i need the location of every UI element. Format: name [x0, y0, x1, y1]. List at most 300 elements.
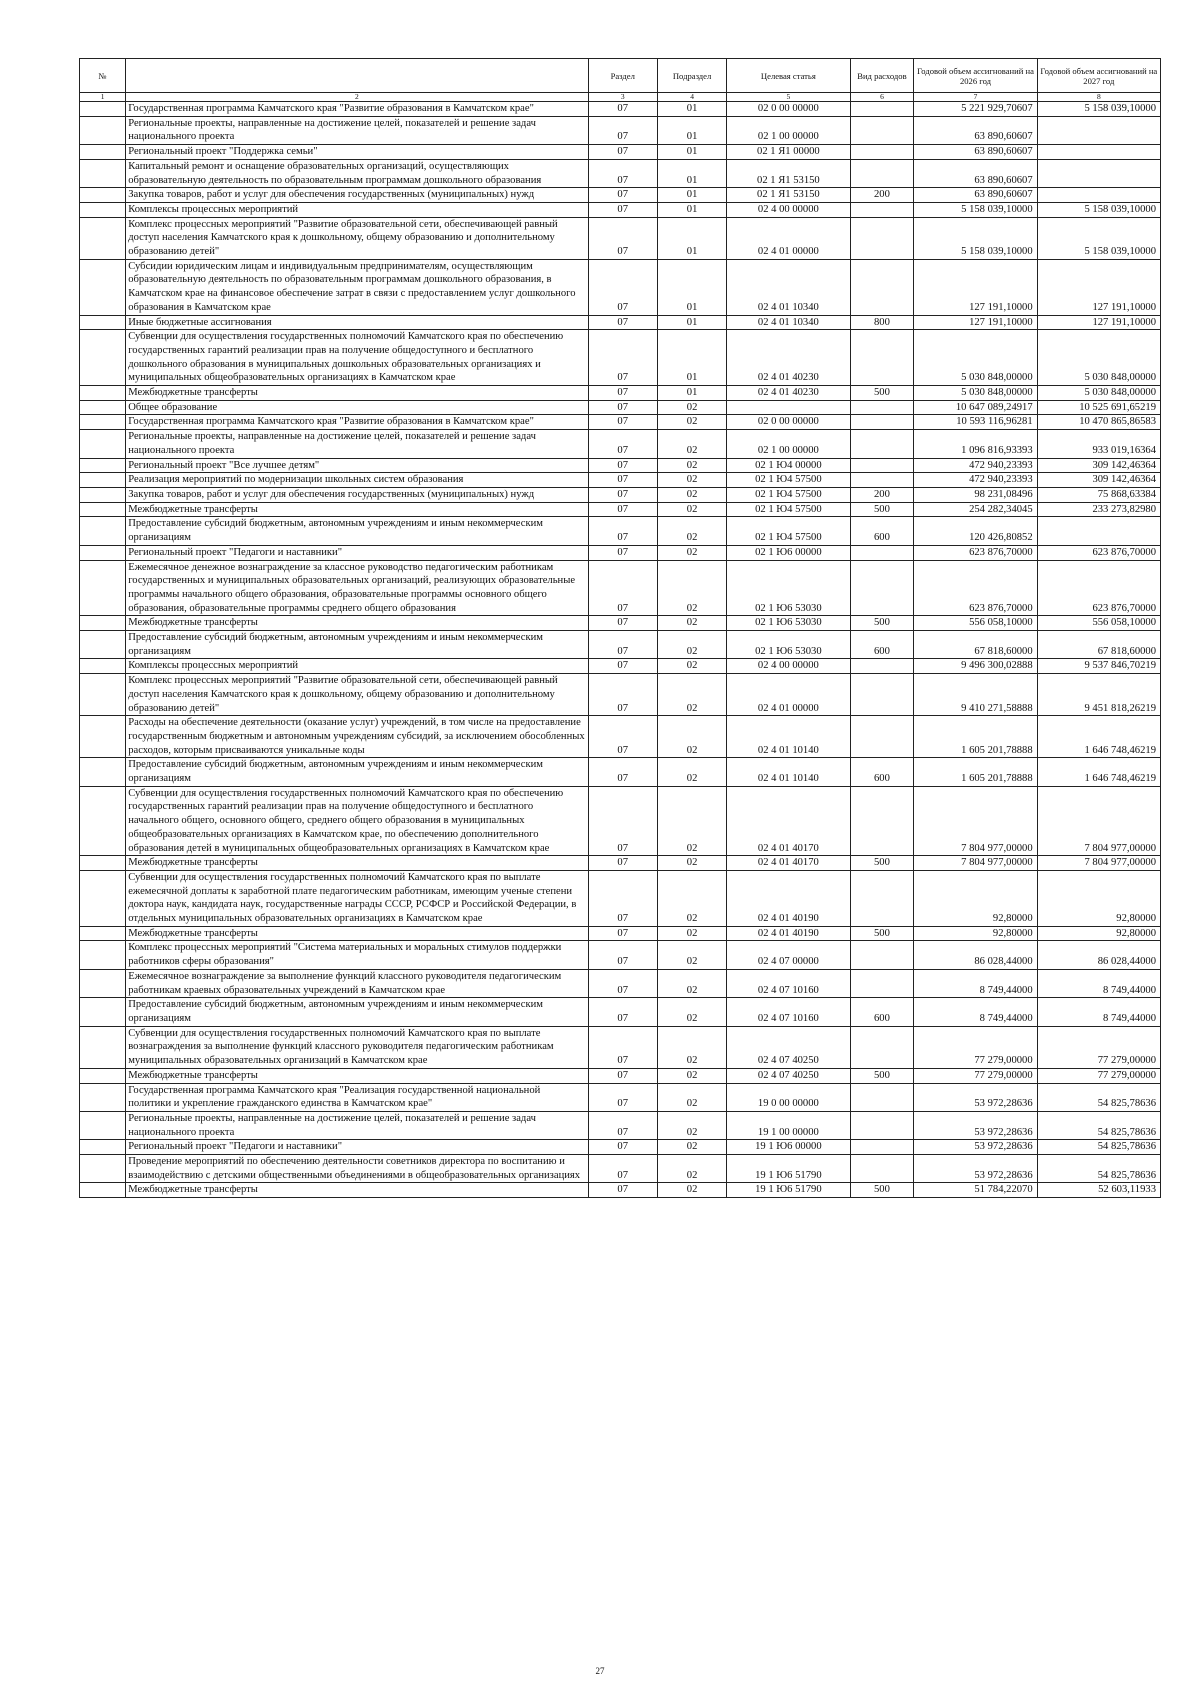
- row-amount-2027-cell: 54 825,78636: [1037, 1140, 1160, 1155]
- row-amount-2027-cell: 623 876,70000: [1037, 545, 1160, 560]
- row-expense-type-cell: [850, 473, 914, 488]
- row-target-article-cell: 02 4 00 00000: [727, 202, 850, 217]
- row-razdel-cell: 07: [588, 102, 657, 117]
- row-razdel-cell: 07: [588, 616, 657, 631]
- row-amount-2027-cell: 1 646 748,46219: [1037, 758, 1160, 786]
- row-target-article-cell: 02 4 01 40170: [727, 856, 850, 871]
- row-podrazdel-cell: 02: [657, 1155, 726, 1183]
- row-amount-2026-cell: 77 279,00000: [914, 1026, 1037, 1068]
- row-amount-2026-cell: 67 818,60000: [914, 631, 1037, 659]
- row-podrazdel-cell: 02: [657, 1111, 726, 1139]
- row-name-cell: Предоставление субсидий бюджетным, автономным учреждениям и иным некоммерческим организациям: [126, 758, 588, 786]
- row-amount-2027-cell: 556 058,10000: [1037, 616, 1160, 631]
- table-row: [80, 1111, 1161, 1139]
- row-name-cell: Расходы на обеспечение деятельности (оказание услуг) учреждений, в том числе на предоставление государственным бюджетным и автономным учреждениям субсидий, за исключением обособленных расходов, которым присваиваются уникальные коды: [126, 716, 588, 758]
- table-row: [80, 870, 1161, 926]
- row-number-cell: [80, 926, 126, 941]
- row-amount-2027-cell: 127 191,10000: [1037, 259, 1160, 315]
- row-number-cell: [80, 473, 126, 488]
- row-razdel-cell: 07: [588, 1111, 657, 1139]
- row-amount-2027-cell: 9 537 846,70219: [1037, 659, 1160, 674]
- row-amount-2027-cell: [1037, 188, 1160, 203]
- row-podrazdel-cell: 01: [657, 116, 726, 144]
- row-expense-type-cell: 500: [850, 386, 914, 401]
- row-name-cell: Закупка товаров, работ и услуг для обеспечения государственных (муниципальных) нужд: [126, 487, 588, 502]
- row-number-cell: [80, 758, 126, 786]
- row-number-cell: [80, 487, 126, 502]
- row-amount-2026-cell: 5 030 848,00000: [914, 386, 1037, 401]
- row-amount-2027-cell: 10 470 865,86583: [1037, 415, 1160, 430]
- table-row: [80, 716, 1161, 758]
- row-expense-type-cell: [850, 458, 914, 473]
- row-amount-2027-cell: 623 876,70000: [1037, 560, 1160, 616]
- row-target-article-cell: 02 1 Ю6 53030: [727, 616, 850, 631]
- table-row: [80, 386, 1161, 401]
- row-number-cell: [80, 1183, 126, 1198]
- row-amount-2026-cell: 5 158 039,10000: [914, 217, 1037, 259]
- row-razdel-cell: 07: [588, 430, 657, 458]
- row-razdel-cell: 07: [588, 1068, 657, 1083]
- row-amount-2026-cell: 53 972,28636: [914, 1083, 1037, 1111]
- row-expense-type-cell: [850, 330, 914, 386]
- row-amount-2027-cell: 1 646 748,46219: [1037, 716, 1160, 758]
- row-name-cell: Государственная программа Камчатского края "Развитие образования в Камчатском крае": [126, 102, 588, 117]
- row-amount-2027-cell: 54 825,78636: [1037, 1083, 1160, 1111]
- row-target-article-cell: 02 1 Ю4 57500: [727, 517, 850, 545]
- row-amount-2026-cell: 77 279,00000: [914, 1068, 1037, 1083]
- row-amount-2026-cell: 472 940,23393: [914, 458, 1037, 473]
- row-expense-type-cell: [850, 259, 914, 315]
- row-number-cell: [80, 415, 126, 430]
- header-index: 8: [1037, 93, 1160, 102]
- row-number-cell: [80, 430, 126, 458]
- row-name-cell: Региональные проекты, направленные на достижение целей, показателей и решение задач национального проекта: [126, 1111, 588, 1139]
- row-expense-type-cell: 200: [850, 188, 914, 203]
- row-amount-2026-cell: 92,80000: [914, 926, 1037, 941]
- table-row: [80, 315, 1161, 330]
- row-razdel-cell: 07: [588, 188, 657, 203]
- row-expense-type-cell: 600: [850, 998, 914, 1026]
- row-amount-2027-cell: 5 030 848,00000: [1037, 330, 1160, 386]
- row-amount-2027-cell: 67 818,60000: [1037, 631, 1160, 659]
- row-podrazdel-cell: 02: [657, 998, 726, 1026]
- row-target-article-cell: 02 4 01 40170: [727, 786, 850, 856]
- table-row: [80, 631, 1161, 659]
- row-amount-2027-cell: 52 603,11933: [1037, 1183, 1160, 1198]
- row-expense-type-cell: [850, 659, 914, 674]
- row-amount-2026-cell: 10 647 089,24917: [914, 400, 1037, 415]
- row-podrazdel-cell: 01: [657, 145, 726, 160]
- row-amount-2026-cell: 10 593 116,96281: [914, 415, 1037, 430]
- row-expense-type-cell: [850, 1140, 914, 1155]
- row-number-cell: [80, 786, 126, 856]
- row-name-cell: Межбюджетные трансферты: [126, 856, 588, 871]
- row-number-cell: [80, 159, 126, 187]
- row-expense-type-cell: 200: [850, 487, 914, 502]
- row-amount-2027-cell: 9 451 818,26219: [1037, 674, 1160, 716]
- row-podrazdel-cell: 02: [657, 517, 726, 545]
- row-amount-2027-cell: 7 804 977,00000: [1037, 786, 1160, 856]
- row-amount-2027-cell: 233 273,82980: [1037, 502, 1160, 517]
- table-row: [80, 487, 1161, 502]
- row-expense-type-cell: [850, 786, 914, 856]
- table-row: [80, 1026, 1161, 1068]
- row-razdel-cell: 07: [588, 998, 657, 1026]
- header-index: 6: [850, 93, 914, 102]
- row-razdel-cell: 07: [588, 517, 657, 545]
- table-row: [80, 188, 1161, 203]
- row-amount-2026-cell: 5 158 039,10000: [914, 202, 1037, 217]
- row-number-cell: [80, 1155, 126, 1183]
- row-target-article-cell: 19 1 00 00000: [727, 1111, 850, 1139]
- row-amount-2026-cell: 5 030 848,00000: [914, 330, 1037, 386]
- row-expense-type-cell: [850, 674, 914, 716]
- row-amount-2027-cell: 86 028,44000: [1037, 941, 1160, 969]
- row-number-cell: [80, 502, 126, 517]
- row-razdel-cell: 07: [588, 1083, 657, 1111]
- row-podrazdel-cell: 02: [657, 502, 726, 517]
- row-expense-type-cell: [850, 1155, 914, 1183]
- row-expense-type-cell: 500: [850, 1183, 914, 1198]
- row-name-cell: Комплекс процессных мероприятий "Развитие образовательной сети, обеспечивающей равный доступ населения Камчатского края к дошкольному, общему образованию и дополнительному образованию детей": [126, 674, 588, 716]
- row-podrazdel-cell: 02: [657, 941, 726, 969]
- row-amount-2027-cell: 5 030 848,00000: [1037, 386, 1160, 401]
- row-name-cell: Предоставление субсидий бюджетным, автономным учреждениям и иным некоммерческим организациям: [126, 998, 588, 1026]
- row-number-cell: [80, 969, 126, 997]
- row-target-article-cell: 02 1 Я1 53150: [727, 159, 850, 187]
- table-row: [80, 116, 1161, 144]
- row-target-article-cell: 02 1 Ю4 57500: [727, 473, 850, 488]
- row-target-article-cell: 02 1 00 00000: [727, 116, 850, 144]
- row-name-cell: Региональный проект "Педагоги и наставники": [126, 1140, 588, 1155]
- row-number-cell: [80, 202, 126, 217]
- row-podrazdel-cell: 01: [657, 315, 726, 330]
- row-name-cell: Региональный проект "Все лучшее детям": [126, 458, 588, 473]
- table-row: [80, 202, 1161, 217]
- row-number-cell: [80, 941, 126, 969]
- row-target-article-cell: 02 4 01 10140: [727, 758, 850, 786]
- table-row: [80, 159, 1161, 187]
- row-target-article-cell: 02 4 01 10340: [727, 315, 850, 330]
- row-name-cell: Региональные проекты, направленные на достижение целей, показателей и решение задач национального проекта: [126, 116, 588, 144]
- row-podrazdel-cell: 02: [657, 716, 726, 758]
- row-razdel-cell: 07: [588, 545, 657, 560]
- row-podrazdel-cell: 02: [657, 430, 726, 458]
- row-razdel-cell: 07: [588, 786, 657, 856]
- row-number-cell: [80, 659, 126, 674]
- row-target-article-cell: 02 1 Ю6 00000: [727, 545, 850, 560]
- table-row: [80, 1083, 1161, 1111]
- row-razdel-cell: 07: [588, 315, 657, 330]
- row-razdel-cell: 07: [588, 1026, 657, 1068]
- header-index-row: [80, 93, 1161, 102]
- row-razdel-cell: 07: [588, 716, 657, 758]
- header-row: [80, 59, 1161, 93]
- row-razdel-cell: 07: [588, 145, 657, 160]
- row-razdel-cell: 07: [588, 941, 657, 969]
- row-razdel-cell: 07: [588, 202, 657, 217]
- row-expense-type-cell: [850, 430, 914, 458]
- row-expense-type-cell: [850, 116, 914, 144]
- row-amount-2027-cell: 5 158 039,10000: [1037, 217, 1160, 259]
- row-amount-2027-cell: 5 158 039,10000: [1037, 102, 1160, 117]
- row-podrazdel-cell: 02: [657, 786, 726, 856]
- row-number-cell: [80, 330, 126, 386]
- row-expense-type-cell: [850, 1111, 914, 1139]
- row-number-cell: [80, 560, 126, 616]
- row-amount-2026-cell: 254 282,34045: [914, 502, 1037, 517]
- row-expense-type-cell: [850, 1083, 914, 1111]
- page-number: 27: [595, 1666, 605, 1676]
- row-target-article-cell: 02 0 00 00000: [727, 415, 850, 430]
- row-amount-2027-cell: 77 279,00000: [1037, 1026, 1160, 1068]
- row-expense-type-cell: 500: [850, 1068, 914, 1083]
- row-podrazdel-cell: 01: [657, 159, 726, 187]
- table-row: [80, 1155, 1161, 1183]
- row-amount-2027-cell: 5 158 039,10000: [1037, 202, 1160, 217]
- row-amount-2026-cell: 51 784,22070: [914, 1183, 1037, 1198]
- row-name-cell: Межбюджетные трансферты: [126, 616, 588, 631]
- row-razdel-cell: 07: [588, 458, 657, 473]
- header-number: №: [80, 59, 126, 93]
- row-expense-type-cell: [850, 102, 914, 117]
- row-name-cell: Ежемесячное вознаграждение за выполнение функций классного руководителя педагогическим работникам краевых образовательных учреждений в Камчатском крае: [126, 969, 588, 997]
- row-amount-2027-cell: 7 804 977,00000: [1037, 856, 1160, 871]
- row-target-article-cell: 02 4 01 10340: [727, 259, 850, 315]
- row-name-cell: Предоставление субсидий бюджетным, автономным учреждениям и иным некоммерческим организациям: [126, 631, 588, 659]
- table-row: [80, 674, 1161, 716]
- table-row: [80, 926, 1161, 941]
- row-expense-type-cell: 600: [850, 758, 914, 786]
- row-target-article-cell: 02 4 01 10140: [727, 716, 850, 758]
- row-expense-type-cell: 500: [850, 502, 914, 517]
- row-razdel-cell: 07: [588, 1155, 657, 1183]
- row-expense-type-cell: [850, 217, 914, 259]
- row-amount-2027-cell: 10 525 691,65219: [1037, 400, 1160, 415]
- row-amount-2026-cell: 53 972,28636: [914, 1155, 1037, 1183]
- row-amount-2027-cell: 309 142,46364: [1037, 458, 1160, 473]
- row-razdel-cell: 07: [588, 969, 657, 997]
- row-amount-2027-cell: 54 825,78636: [1037, 1155, 1160, 1183]
- row-razdel-cell: 07: [588, 473, 657, 488]
- row-target-article-cell: 02 4 00 00000: [727, 659, 850, 674]
- row-number-cell: [80, 400, 126, 415]
- row-razdel-cell: 07: [588, 870, 657, 926]
- row-amount-2026-cell: 556 058,10000: [914, 616, 1037, 631]
- row-name-cell: Региональный проект "Педагоги и наставники": [126, 545, 588, 560]
- row-razdel-cell: 07: [588, 856, 657, 871]
- row-amount-2026-cell: 1 096 816,93393: [914, 430, 1037, 458]
- row-name-cell: Субвенции для осуществления государственных полномочий Камчатского края по выплате вознаграждения за выполнение функций классного руководителя педагогическим работникам муниципальных образовательных организаций в Камчатском крае: [126, 1026, 588, 1068]
- row-razdel-cell: 07: [588, 502, 657, 517]
- row-amount-2026-cell: 9 496 300,02888: [914, 659, 1037, 674]
- row-podrazdel-cell: 02: [657, 560, 726, 616]
- header-target-article: Целевая статья: [727, 59, 850, 93]
- row-target-article-cell: 02 0 00 00000: [727, 102, 850, 117]
- row-amount-2027-cell: [1037, 145, 1160, 160]
- row-podrazdel-cell: 01: [657, 102, 726, 117]
- budget-table-sheet: [79, 58, 1161, 1198]
- table-row: [80, 1068, 1161, 1083]
- row-name-cell: Комплексы процессных мероприятий: [126, 659, 588, 674]
- row-number-cell: [80, 1068, 126, 1083]
- row-podrazdel-cell: 02: [657, 856, 726, 871]
- row-name-cell: Закупка товаров, работ и услуг для обеспечения государственных (муниципальных) нужд: [126, 188, 588, 203]
- row-amount-2027-cell: [1037, 517, 1160, 545]
- row-amount-2026-cell: 53 972,28636: [914, 1140, 1037, 1155]
- row-expense-type-cell: [850, 1026, 914, 1068]
- table-row: [80, 330, 1161, 386]
- row-name-cell: Субвенции для осуществления государственных полномочий Камчатского края по выплате ежемесячной доплаты к заработной плате педагогическим работникам, имеющим ученые степени доктора наук, кандидата наук, государственные награды СССР, РСФСР и Российской Федерации, в отдельных муниципальных образовательных организациях в Камчатском крае: [126, 870, 588, 926]
- header-index: 4: [657, 93, 726, 102]
- table-row: [80, 259, 1161, 315]
- row-target-article-cell: 02 4 07 40250: [727, 1068, 850, 1083]
- row-number-cell: [80, 1026, 126, 1068]
- row-amount-2026-cell: 98 231,08496: [914, 487, 1037, 502]
- table-row: [80, 517, 1161, 545]
- row-podrazdel-cell: 02: [657, 659, 726, 674]
- row-podrazdel-cell: 02: [657, 1026, 726, 1068]
- table-row: [80, 545, 1161, 560]
- row-podrazdel-cell: 01: [657, 330, 726, 386]
- row-amount-2026-cell: 472 940,23393: [914, 473, 1037, 488]
- row-name-cell: Общее образование: [126, 400, 588, 415]
- row-name-cell: Реализация мероприятий по модернизации школьных систем образования: [126, 473, 588, 488]
- row-expense-type-cell: [850, 941, 914, 969]
- header-index: 3: [588, 93, 657, 102]
- row-podrazdel-cell: 02: [657, 458, 726, 473]
- row-target-article-cell: 19 1 Ю6 51790: [727, 1183, 850, 1198]
- row-razdel-cell: 07: [588, 758, 657, 786]
- row-target-article-cell: 02 4 07 00000: [727, 941, 850, 969]
- row-expense-type-cell: 600: [850, 631, 914, 659]
- table-body: [80, 102, 1161, 1198]
- row-amount-2026-cell: 8 749,44000: [914, 969, 1037, 997]
- row-number-cell: [80, 1111, 126, 1139]
- header-index: 2: [126, 93, 588, 102]
- row-podrazdel-cell: 02: [657, 969, 726, 997]
- row-target-article-cell: 02 1 Я1 53150: [727, 188, 850, 203]
- row-target-article-cell: 02 1 Я1 00000: [727, 145, 850, 160]
- row-amount-2027-cell: 92,80000: [1037, 926, 1160, 941]
- row-podrazdel-cell: 01: [657, 217, 726, 259]
- table-row: [80, 217, 1161, 259]
- row-number-cell: [80, 1083, 126, 1111]
- row-podrazdel-cell: 02: [657, 1140, 726, 1155]
- row-number-cell: [80, 545, 126, 560]
- row-number-cell: [80, 856, 126, 871]
- row-amount-2026-cell: 127 191,10000: [914, 315, 1037, 330]
- row-number-cell: [80, 188, 126, 203]
- row-expense-type-cell: [850, 969, 914, 997]
- row-target-article-cell: 02 4 01 00000: [727, 674, 850, 716]
- row-target-article-cell: 02 1 Ю4 00000: [727, 458, 850, 473]
- row-razdel-cell: 07: [588, 217, 657, 259]
- row-expense-type-cell: [850, 159, 914, 187]
- row-target-article-cell: 02 1 Ю4 57500: [727, 502, 850, 517]
- row-number-cell: [80, 674, 126, 716]
- table-row: [80, 1183, 1161, 1198]
- row-amount-2027-cell: [1037, 116, 1160, 144]
- row-target-article-cell: 02 4 01 40230: [727, 330, 850, 386]
- header-amount-2027: Годовой объем ассигнований на 2027 год: [1037, 59, 1160, 93]
- row-name-cell: Региональные проекты, направленные на достижение целей, показателей и решение задач национального проекта: [126, 430, 588, 458]
- row-name-cell: Государственная программа Камчатского края "Развитие образования в Камчатском крае": [126, 415, 588, 430]
- row-amount-2027-cell: 309 142,46364: [1037, 473, 1160, 488]
- row-name-cell: Межбюджетные трансферты: [126, 1183, 588, 1198]
- row-razdel-cell: 07: [588, 400, 657, 415]
- row-number-cell: [80, 315, 126, 330]
- row-razdel-cell: 07: [588, 330, 657, 386]
- table-row: [80, 430, 1161, 458]
- row-podrazdel-cell: 02: [657, 870, 726, 926]
- table-row: [80, 758, 1161, 786]
- row-podrazdel-cell: 02: [657, 1083, 726, 1111]
- table-row: [80, 145, 1161, 160]
- row-name-cell: Региональный проект "Поддержка семьи": [126, 145, 588, 160]
- table-row: [80, 458, 1161, 473]
- row-number-cell: [80, 386, 126, 401]
- row-podrazdel-cell: 02: [657, 631, 726, 659]
- row-expense-type-cell: [850, 400, 914, 415]
- row-podrazdel-cell: 02: [657, 1183, 726, 1198]
- header-index: 5: [727, 93, 850, 102]
- row-amount-2026-cell: 63 890,60607: [914, 145, 1037, 160]
- row-name-cell: Межбюджетные трансферты: [126, 386, 588, 401]
- row-target-article-cell: 02 4 01 40190: [727, 926, 850, 941]
- row-amount-2026-cell: 623 876,70000: [914, 560, 1037, 616]
- row-amount-2027-cell: 77 279,00000: [1037, 1068, 1160, 1083]
- row-amount-2026-cell: 127 191,10000: [914, 259, 1037, 315]
- row-razdel-cell: 07: [588, 415, 657, 430]
- row-podrazdel-cell: 02: [657, 400, 726, 415]
- header-expense-type: Вид расходов: [850, 59, 914, 93]
- row-name-cell: Комплексы процессных мероприятий: [126, 202, 588, 217]
- row-expense-type-cell: 500: [850, 856, 914, 871]
- row-amount-2026-cell: 7 804 977,00000: [914, 786, 1037, 856]
- row-razdel-cell: 07: [588, 926, 657, 941]
- row-name-cell: Иные бюджетные ассигнования: [126, 315, 588, 330]
- row-expense-type-cell: [850, 202, 914, 217]
- row-target-article-cell: 02 1 00 00000: [727, 430, 850, 458]
- table-row: [80, 941, 1161, 969]
- table-row: [80, 998, 1161, 1026]
- row-amount-2027-cell: 8 749,44000: [1037, 969, 1160, 997]
- row-target-article-cell: 02 4 07 10160: [727, 969, 850, 997]
- row-name-cell: Комплекс процессных мероприятий "Развитие образовательной сети, обеспечивающей равный доступ населения Камчатского края к дошкольному, общему образованию и дополнительному образованию детей": [126, 217, 588, 259]
- row-name-cell: Ежемесячное денежное вознаграждение за классное руководство педагогическим работникам государственных и муниципальных образовательных организаций, реализующих образовательные программы начального общего образования, образовательные программы основного общего образования, образовательные программы среднего общего образования: [126, 560, 588, 616]
- row-number-cell: [80, 998, 126, 1026]
- row-name-cell: Субсидии юридическим лицам и индивидуальным предпринимателям, осуществляющим образовательную деятельность по образовательным программам дошкольного образования, в Камчатском крае на финансовое обеспечение затрат в связи с предоставлением услуг дошкольного образования в Камчатском крае: [126, 259, 588, 315]
- row-razdel-cell: 07: [588, 560, 657, 616]
- row-amount-2026-cell: 120 426,80852: [914, 517, 1037, 545]
- row-name-cell: Проведение мероприятий по обеспечению деятельности советников директора по воспитанию и взаимодействию с детскими общественными объединениями в общеобразовательных организациях: [126, 1155, 588, 1183]
- table-row: [80, 856, 1161, 871]
- row-podrazdel-cell: 01: [657, 188, 726, 203]
- row-podrazdel-cell: 01: [657, 259, 726, 315]
- row-expense-type-cell: 500: [850, 926, 914, 941]
- row-razdel-cell: 07: [588, 659, 657, 674]
- row-name-cell: Субвенции для осуществления государственных полномочий Камчатского края по обеспечению государственных гарантий реализации прав на получение общедоступного и бесплатного дошкольного образования в муниципальных дошкольных образовательных организациях и муниципальных общеобразовательных организациях в Камчатском крае: [126, 330, 588, 386]
- row-razdel-cell: 07: [588, 1140, 657, 1155]
- row-number-cell: [80, 517, 126, 545]
- table-row: [80, 560, 1161, 616]
- row-podrazdel-cell: 02: [657, 1068, 726, 1083]
- row-podrazdel-cell: 02: [657, 473, 726, 488]
- row-number-cell: [80, 259, 126, 315]
- row-razdel-cell: 07: [588, 159, 657, 187]
- table-row: [80, 1140, 1161, 1155]
